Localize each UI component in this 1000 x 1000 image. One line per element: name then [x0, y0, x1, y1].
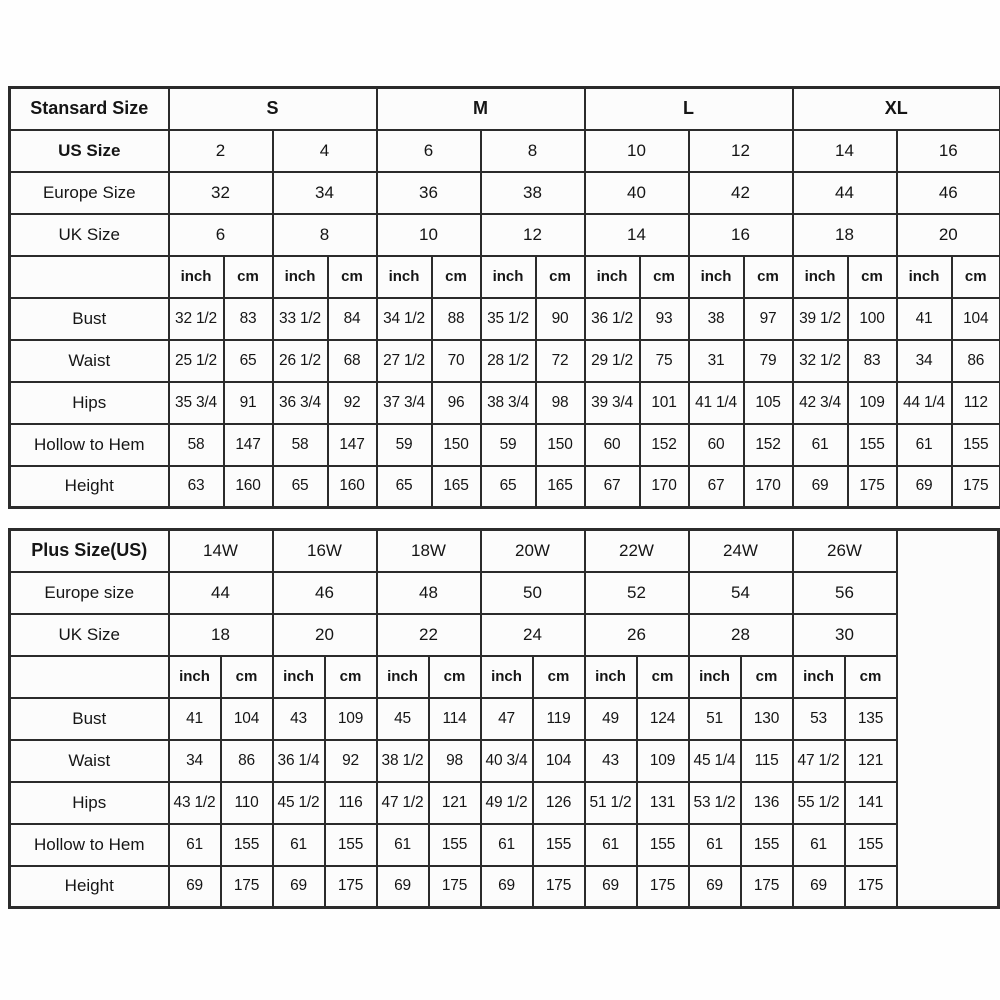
value-cell: 175: [325, 866, 377, 908]
size-cell: 12: [481, 214, 585, 256]
value-cell: 91: [224, 382, 273, 424]
value-cell: 45 1/2: [273, 782, 325, 824]
size-cell: 30: [793, 614, 897, 656]
value-cell: 38: [689, 298, 744, 340]
value-cell: 175: [845, 866, 897, 908]
value-cell: 152: [744, 424, 793, 466]
unit-cell: inch: [793, 656, 845, 698]
size-cell: 52: [585, 572, 689, 614]
value-cell: 96: [432, 382, 481, 424]
value-cell: 63: [169, 466, 224, 508]
value-cell: 51: [689, 698, 741, 740]
size-group-header: 26W: [793, 530, 897, 572]
value-cell: 44 1/4: [897, 382, 952, 424]
row-label-height: Height: [10, 866, 169, 908]
row-label-us-size: US Size: [10, 130, 169, 172]
value-cell: 175: [429, 866, 481, 908]
value-cell: 155: [637, 824, 689, 866]
value-cell: 45: [377, 698, 429, 740]
size-group-header: 20W: [481, 530, 585, 572]
value-cell: 58: [169, 424, 224, 466]
size-cell: 42: [689, 172, 793, 214]
value-cell: 152: [640, 424, 689, 466]
unit-cell: cm: [536, 256, 585, 298]
size-group-header: M: [377, 88, 585, 130]
unit-cell: inch: [689, 656, 741, 698]
value-cell: 31: [689, 340, 744, 382]
size-cell: 6: [377, 130, 481, 172]
unit-cell: inch: [273, 656, 325, 698]
size-cell: 32: [169, 172, 273, 214]
value-cell: 59: [481, 424, 536, 466]
value-cell: 36 1/2: [585, 298, 640, 340]
value-cell: 121: [429, 782, 481, 824]
unit-cell: inch: [481, 656, 533, 698]
value-cell: 38 3/4: [481, 382, 536, 424]
value-cell: 55 1/2: [793, 782, 845, 824]
size-cell: 40: [585, 172, 689, 214]
unit-cell: cm: [432, 256, 481, 298]
hips-row: [10, 382, 1000, 424]
blank-cell: [10, 656, 169, 698]
plus-size-table: [8, 528, 1000, 909]
value-cell: 36 3/4: [273, 382, 328, 424]
value-cell: 126: [533, 782, 585, 824]
value-cell: 69: [377, 866, 429, 908]
value-cell: 175: [848, 466, 897, 508]
size-cell: 14: [585, 214, 689, 256]
unit-cell: cm: [328, 256, 377, 298]
size-cell: 24: [481, 614, 585, 656]
size-cell: 34: [273, 172, 377, 214]
value-cell: 131: [637, 782, 689, 824]
value-cell: 39 1/2: [793, 298, 848, 340]
value-cell: 35 1/2: [481, 298, 536, 340]
value-cell: 70: [432, 340, 481, 382]
unit-cell: inch: [377, 256, 432, 298]
size-group-header: S: [169, 88, 377, 130]
value-cell: 43 1/2: [169, 782, 221, 824]
value-cell: 109: [848, 382, 897, 424]
row-label-uk-size: UK Size: [10, 614, 169, 656]
value-cell: 65: [273, 466, 328, 508]
unit-cell: cm: [221, 656, 273, 698]
unit-cell: cm: [429, 656, 481, 698]
unit-cell: inch: [481, 256, 536, 298]
value-cell: 45 1/4: [689, 740, 741, 782]
value-cell: 155: [429, 824, 481, 866]
hollow-to-hem-row: [10, 824, 999, 866]
value-cell: 155: [952, 424, 1000, 466]
value-cell: 37 3/4: [377, 382, 432, 424]
value-cell: 35 3/4: [169, 382, 224, 424]
value-cell: 136: [741, 782, 793, 824]
value-cell: 69: [897, 466, 952, 508]
value-cell: 155: [533, 824, 585, 866]
unit-cell: cm: [848, 256, 897, 298]
size-cell: 2: [169, 130, 273, 172]
unit-cell: cm: [533, 656, 585, 698]
size-cell: 12: [689, 130, 793, 172]
value-cell: 135: [845, 698, 897, 740]
value-cell: 69: [273, 866, 325, 908]
value-cell: 29 1/2: [585, 340, 640, 382]
size-cell: 28: [689, 614, 793, 656]
value-cell: 79: [744, 340, 793, 382]
value-cell: 69: [585, 866, 637, 908]
value-cell: 47 1/2: [377, 782, 429, 824]
value-cell: 155: [221, 824, 273, 866]
value-cell: 32 1/2: [169, 298, 224, 340]
value-cell: 72: [536, 340, 585, 382]
value-cell: 60: [689, 424, 744, 466]
value-cell: 34: [897, 340, 952, 382]
value-cell: 93: [640, 298, 689, 340]
uk-size-row: [10, 614, 999, 656]
value-cell: 124: [637, 698, 689, 740]
row-label-waist: Waist: [10, 340, 169, 382]
value-cell: 114: [429, 698, 481, 740]
value-cell: 49: [585, 698, 637, 740]
value-cell: 88: [432, 298, 481, 340]
value-cell: 83: [848, 340, 897, 382]
value-cell: 40 3/4: [481, 740, 533, 782]
size-group-header: XL: [793, 88, 1000, 130]
row-label-uk-size: UK Size: [10, 214, 169, 256]
value-cell: 98: [429, 740, 481, 782]
unit-cell: inch: [273, 256, 328, 298]
value-cell: 34: [169, 740, 221, 782]
bust-row: [10, 698, 999, 740]
value-cell: 32 1/2: [793, 340, 848, 382]
unit-cell: cm: [640, 256, 689, 298]
size-group-header: 24W: [689, 530, 793, 572]
value-cell: 147: [328, 424, 377, 466]
value-cell: 27 1/2: [377, 340, 432, 382]
value-cell: 165: [432, 466, 481, 508]
size-cell: 56: [793, 572, 897, 614]
value-cell: 119: [533, 698, 585, 740]
value-cell: 147: [224, 424, 273, 466]
value-cell: 36 1/4: [273, 740, 325, 782]
row-label-waist: Waist: [10, 740, 169, 782]
size-group-header: 16W: [273, 530, 377, 572]
value-cell: 104: [221, 698, 273, 740]
size-cell: 18: [169, 614, 273, 656]
unit-row: [10, 256, 1000, 298]
value-cell: 170: [640, 466, 689, 508]
unit-cell: cm: [845, 656, 897, 698]
row-label-hips: Hips: [10, 782, 169, 824]
value-cell: 53 1/2: [689, 782, 741, 824]
size-cell: 16: [689, 214, 793, 256]
size-cell: 46: [897, 172, 1000, 214]
standard-table-title: Stansard Size: [10, 88, 169, 130]
value-cell: 121: [845, 740, 897, 782]
row-label-europe-size: Europe Size: [10, 172, 169, 214]
value-cell: 83: [224, 298, 273, 340]
value-cell: 59: [377, 424, 432, 466]
value-cell: 104: [952, 298, 1000, 340]
value-cell: 58: [273, 424, 328, 466]
size-cell: 44: [793, 172, 897, 214]
uk-size-row: [10, 214, 1000, 256]
unit-cell: inch: [377, 656, 429, 698]
value-cell: 61: [689, 824, 741, 866]
row-label-bust: Bust: [10, 298, 169, 340]
bust-row: [10, 298, 1000, 340]
value-cell: 69: [793, 866, 845, 908]
unit-cell: inch: [689, 256, 744, 298]
size-group-header: 14W: [169, 530, 273, 572]
value-cell: 150: [432, 424, 481, 466]
size-cell: 16: [897, 130, 1000, 172]
value-cell: 41: [897, 298, 952, 340]
height-row: [10, 466, 1000, 508]
value-cell: 175: [741, 866, 793, 908]
value-cell: 61: [273, 824, 325, 866]
unit-cell: cm: [741, 656, 793, 698]
value-cell: 69: [481, 866, 533, 908]
unit-cell: cm: [637, 656, 689, 698]
value-cell: 130: [741, 698, 793, 740]
value-cell: 141: [845, 782, 897, 824]
size-cell: 20: [273, 614, 377, 656]
standard-header-row: [10, 88, 1000, 130]
us-size-row: [10, 130, 1000, 172]
value-cell: 101: [640, 382, 689, 424]
size-group-header: 18W: [377, 530, 481, 572]
unit-cell: cm: [325, 656, 377, 698]
value-cell: 112: [952, 382, 1000, 424]
value-cell: 67: [689, 466, 744, 508]
value-cell: 51 1/2: [585, 782, 637, 824]
value-cell: 155: [848, 424, 897, 466]
row-label-bust: Bust: [10, 698, 169, 740]
value-cell: 105: [744, 382, 793, 424]
value-cell: 47 1/2: [793, 740, 845, 782]
value-cell: 28 1/2: [481, 340, 536, 382]
unit-cell: inch: [793, 256, 848, 298]
unit-cell: inch: [585, 656, 637, 698]
unit-cell: inch: [169, 656, 221, 698]
value-cell: 53: [793, 698, 845, 740]
unit-row: [10, 656, 999, 698]
size-cell: 38: [481, 172, 585, 214]
size-group-header: 22W: [585, 530, 689, 572]
value-cell: 97: [744, 298, 793, 340]
value-cell: 34 1/2: [377, 298, 432, 340]
row-label-hollow-to-hem: Hollow to Hem: [10, 424, 169, 466]
standard-size-table: [8, 86, 1000, 509]
value-cell: 86: [221, 740, 273, 782]
value-cell: 69: [793, 466, 848, 508]
height-row: [10, 866, 999, 908]
value-cell: 47: [481, 698, 533, 740]
value-cell: 61: [897, 424, 952, 466]
value-cell: 86: [952, 340, 1000, 382]
value-cell: 155: [845, 824, 897, 866]
value-cell: 69: [169, 866, 221, 908]
value-cell: 90: [536, 298, 585, 340]
value-cell: 60: [585, 424, 640, 466]
value-cell: 61: [481, 824, 533, 866]
value-cell: 65: [224, 340, 273, 382]
size-cell: 10: [377, 214, 481, 256]
value-cell: 175: [952, 466, 1000, 508]
value-cell: 109: [637, 740, 689, 782]
value-cell: 170: [744, 466, 793, 508]
plus-table-title: Plus Size(US): [10, 530, 169, 572]
row-label-height: Height: [10, 466, 169, 508]
unit-cell: inch: [585, 256, 640, 298]
value-cell: 165: [536, 466, 585, 508]
value-cell: 92: [325, 740, 377, 782]
size-cell: 6: [169, 214, 273, 256]
value-cell: 104: [533, 740, 585, 782]
size-cell: 48: [377, 572, 481, 614]
blank-cell: [10, 256, 169, 298]
value-cell: 41: [169, 698, 221, 740]
size-cell: 8: [273, 214, 377, 256]
value-cell: 61: [585, 824, 637, 866]
value-cell: 61: [377, 824, 429, 866]
value-cell: 160: [328, 466, 377, 508]
value-cell: 116: [325, 782, 377, 824]
row-label-europe-size: Europe size: [10, 572, 169, 614]
size-cell: 46: [273, 572, 377, 614]
value-cell: 175: [637, 866, 689, 908]
size-cell: 44: [169, 572, 273, 614]
value-cell: 65: [377, 466, 432, 508]
value-cell: 110: [221, 782, 273, 824]
value-cell: 100: [848, 298, 897, 340]
size-cell: 14: [793, 130, 897, 172]
row-label-hollow-to-hem: Hollow to Hem: [10, 824, 169, 866]
hollow-to-hem-row: [10, 424, 1000, 466]
unit-cell: inch: [897, 256, 952, 298]
value-cell: 92: [328, 382, 377, 424]
size-cell: 26: [585, 614, 689, 656]
value-cell: 69: [689, 866, 741, 908]
unit-cell: cm: [744, 256, 793, 298]
value-cell: 49 1/2: [481, 782, 533, 824]
unit-cell: cm: [224, 256, 273, 298]
size-cell: 18: [793, 214, 897, 256]
value-cell: 155: [741, 824, 793, 866]
europe-size-row: [10, 172, 1000, 214]
value-cell: 115: [741, 740, 793, 782]
row-label-hips: Hips: [10, 382, 169, 424]
value-cell: 61: [169, 824, 221, 866]
value-cell: 160: [224, 466, 273, 508]
size-cell: 8: [481, 130, 585, 172]
value-cell: 26 1/2: [273, 340, 328, 382]
value-cell: 33 1/2: [273, 298, 328, 340]
size-cell: 10: [585, 130, 689, 172]
size-cell: 50: [481, 572, 585, 614]
value-cell: 61: [793, 824, 845, 866]
value-cell: 38 1/2: [377, 740, 429, 782]
europe-size-row: [10, 572, 999, 614]
waist-row: [10, 740, 999, 782]
value-cell: 39 3/4: [585, 382, 640, 424]
value-cell: 41 1/4: [689, 382, 744, 424]
value-cell: 42 3/4: [793, 382, 848, 424]
value-cell: 68: [328, 340, 377, 382]
waist-row: [10, 340, 1000, 382]
size-group-header: L: [585, 88, 793, 130]
value-cell: 109: [325, 698, 377, 740]
hips-row: [10, 782, 999, 824]
value-cell: 65: [481, 466, 536, 508]
size-cell: 4: [273, 130, 377, 172]
value-cell: 61: [793, 424, 848, 466]
unit-cell: cm: [952, 256, 1000, 298]
value-cell: 98: [536, 382, 585, 424]
value-cell: 43: [273, 698, 325, 740]
size-cell: 22: [377, 614, 481, 656]
value-cell: 84: [328, 298, 377, 340]
value-cell: 43: [585, 740, 637, 782]
size-cell: 20: [897, 214, 1000, 256]
unit-cell: inch: [169, 256, 224, 298]
value-cell: 25 1/2: [169, 340, 224, 382]
value-cell: 150: [536, 424, 585, 466]
empty-right-column: [897, 530, 999, 908]
value-cell: 175: [221, 866, 273, 908]
value-cell: 67: [585, 466, 640, 508]
value-cell: 75: [640, 340, 689, 382]
value-cell: 175: [533, 866, 585, 908]
value-cell: 155: [325, 824, 377, 866]
plus-header-row: [10, 530, 999, 572]
size-cell: 54: [689, 572, 793, 614]
size-cell: 36: [377, 172, 481, 214]
